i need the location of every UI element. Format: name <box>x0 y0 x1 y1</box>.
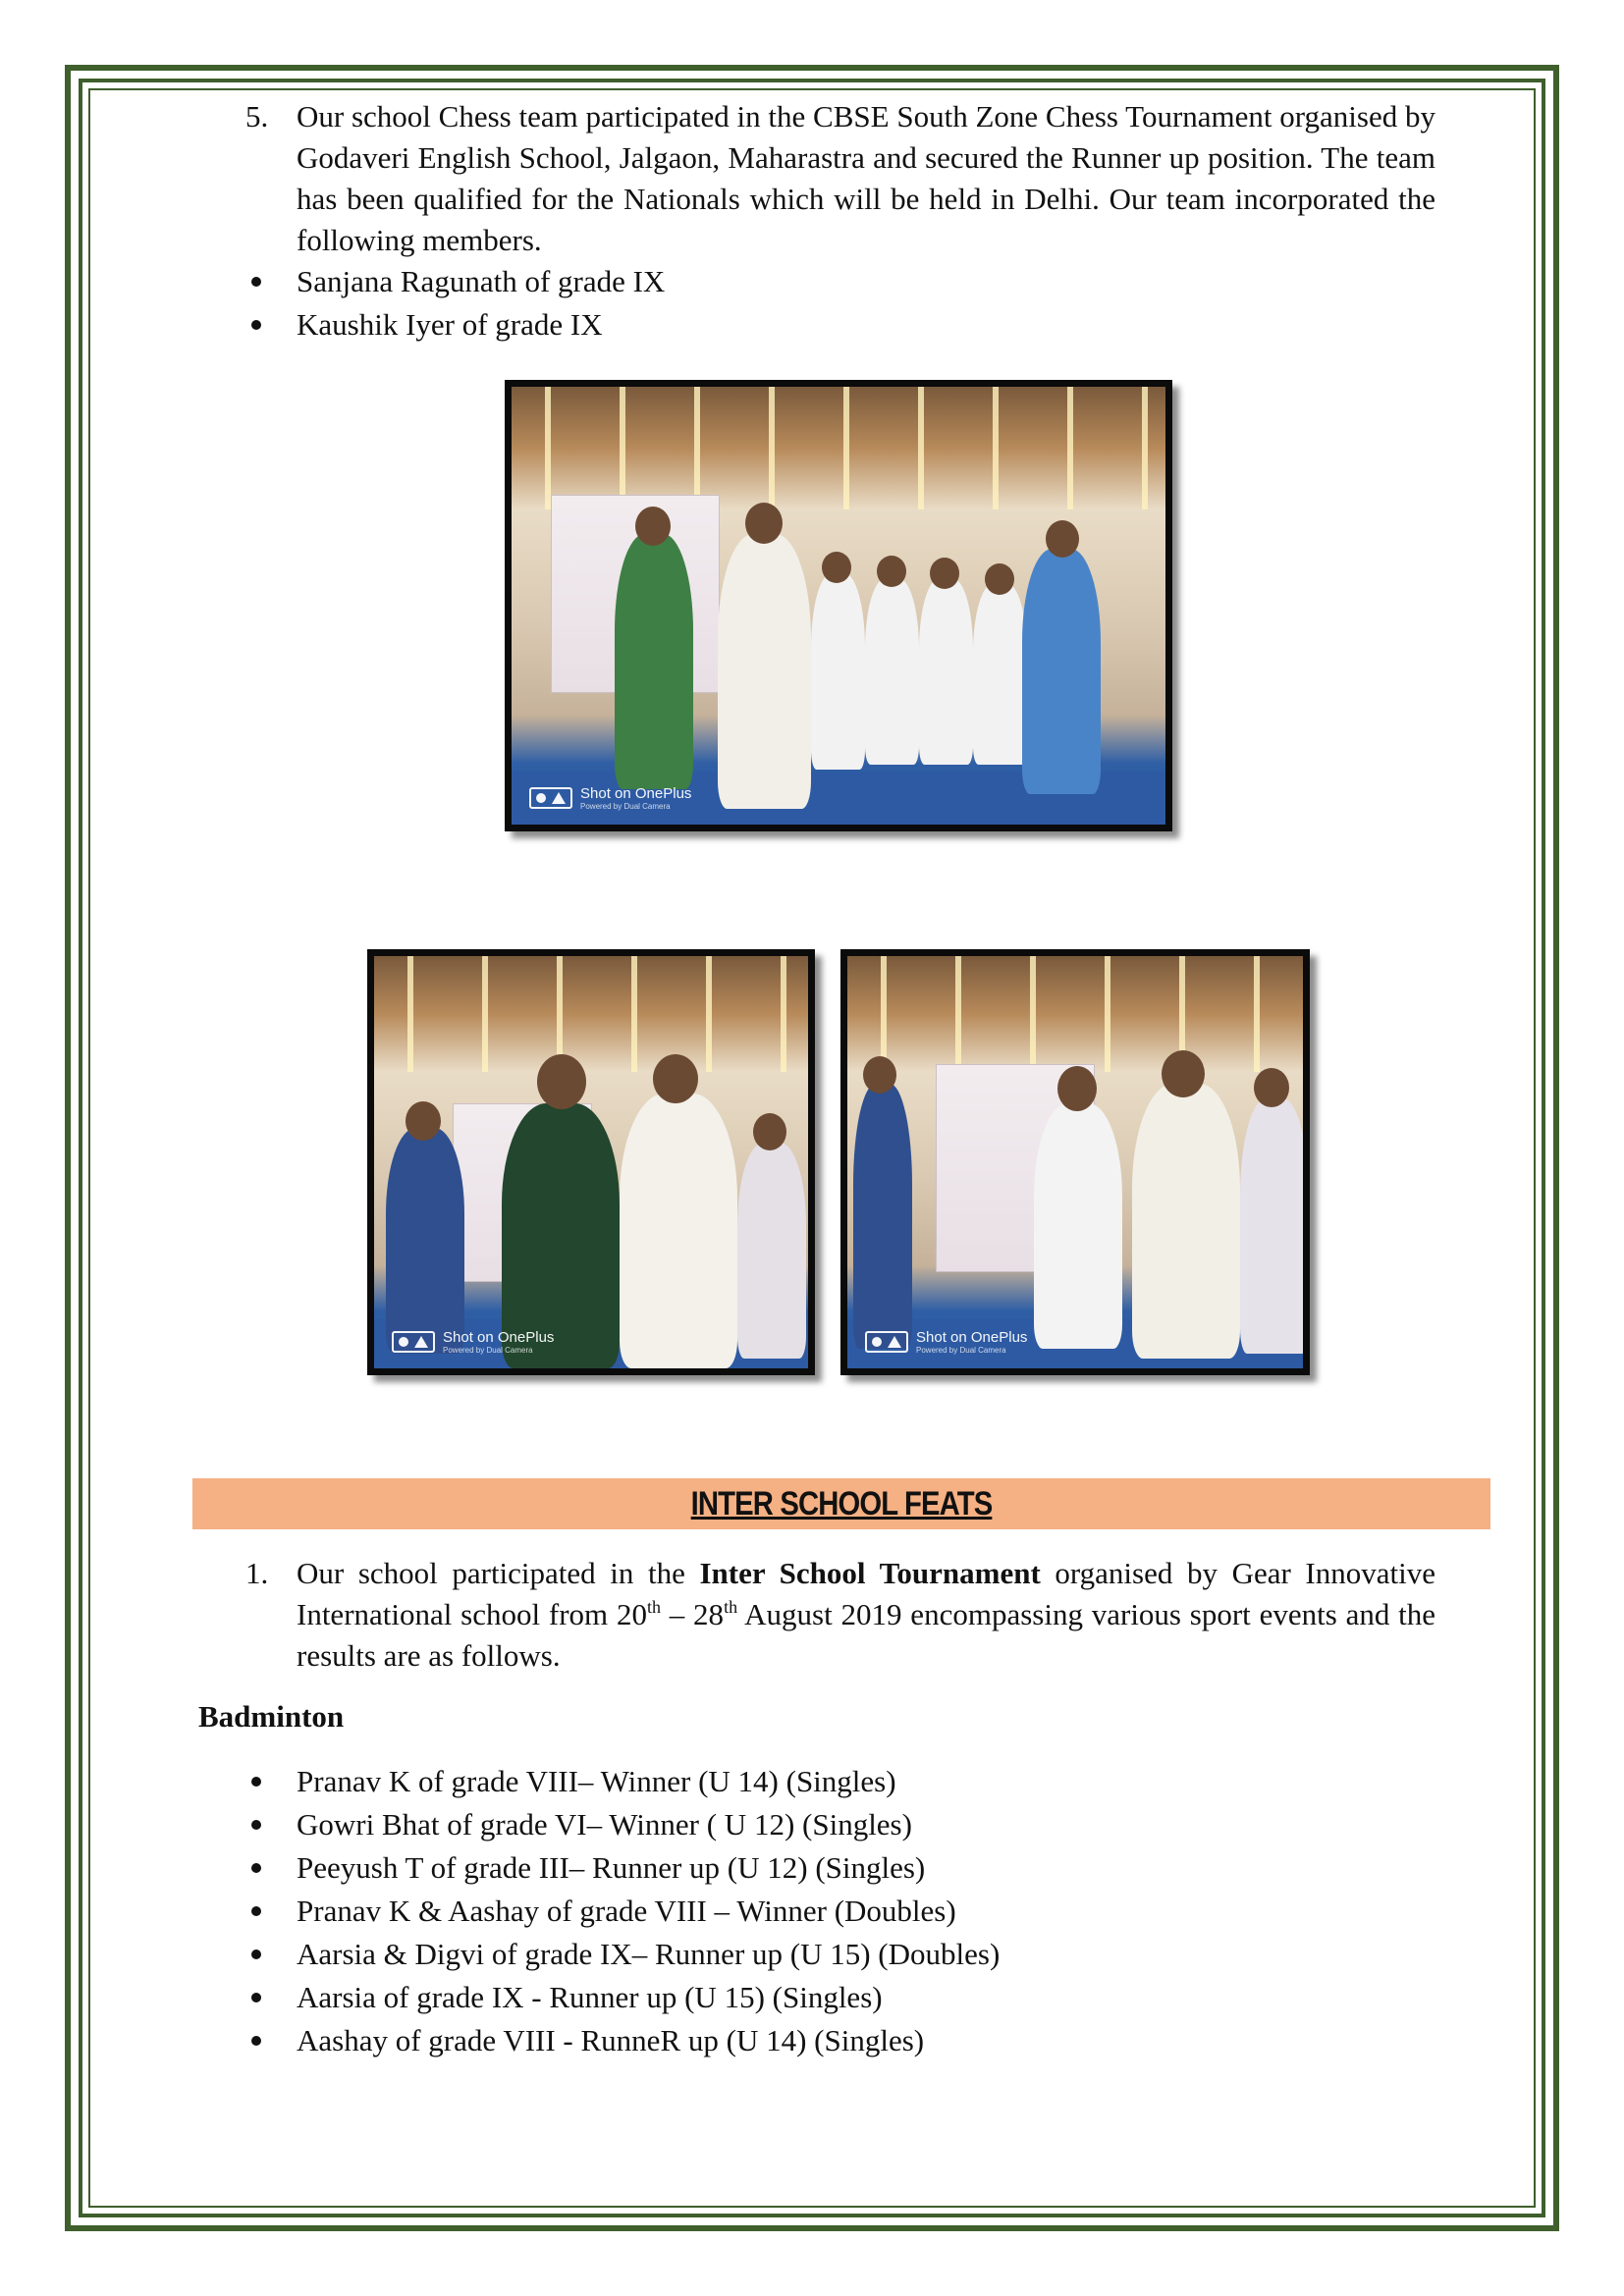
person <box>737 1143 806 1359</box>
watermark-text: Shot on OnePlus <box>580 785 692 802</box>
chess-medal-photo-girl <box>840 949 1310 1375</box>
person <box>1022 549 1101 794</box>
person <box>919 578 973 765</box>
bullet-icon <box>251 1993 261 2002</box>
watermark-text: Shot on OnePlus <box>443 1329 555 1346</box>
watermark-text: Shot on OnePlus <box>916 1329 1028 1346</box>
paragraph-text: organised by Gear Innovative International school from 20 <box>297 1556 1435 1631</box>
person <box>1034 1103 1122 1349</box>
watermark-subtext: Powered by Dual Camera <box>443 1346 533 1355</box>
ceiling-lights <box>847 956 1303 1072</box>
camera-icon <box>529 787 572 809</box>
person-head <box>653 1054 698 1103</box>
person <box>865 578 919 765</box>
section-title: INTER SCHOOL FEATS <box>690 1485 993 1522</box>
watermark-subtext: Powered by Dual Camera <box>580 802 671 811</box>
bullet-icon <box>251 277 261 287</box>
superscript: th <box>646 1597 661 1617</box>
badminton-result-text: Pranav K & Aashay of grade VIII – Winner (Doubles) <box>297 1894 956 1928</box>
bullet-icon <box>251 1820 261 1830</box>
person-head <box>1046 520 1079 558</box>
photo-watermark <box>392 1329 554 1355</box>
chess-team-photo <box>505 380 1172 831</box>
ceiling-lights <box>374 956 808 1072</box>
person <box>620 1094 737 1368</box>
person-head <box>537 1054 586 1109</box>
badminton-result-text: Aarsia & Digvi of grade IX– Runner up (U 15) (Doubles) <box>297 1937 1001 1971</box>
watermark-subtext: Powered by Dual Camera <box>916 1346 1006 1355</box>
bullet-icon <box>251 2036 261 2046</box>
badminton-result-text: Aarsia of grade IX - Runner up (U 15) (Singles) <box>297 1980 883 2014</box>
person-head <box>1057 1066 1097 1111</box>
inter-school-paragraph <box>297 1553 1435 1677</box>
section-header-bar <box>192 1478 1490 1529</box>
bullet-icon <box>251 1863 261 1873</box>
inter-school-item-number: 1. <box>245 1556 269 1590</box>
person-head <box>822 552 851 583</box>
ceiling-lights <box>512 387 1165 509</box>
photo-watermark <box>529 785 691 811</box>
badminton-result-text: Aashay of grade VIII - RunneR up (U 14) (Singles) <box>297 2023 925 2057</box>
person <box>1240 1098 1309 1354</box>
superscript: th <box>724 1597 738 1617</box>
badminton-result-text: Gowri Bhat of grade VI– Winner ( U 12) (Singles) <box>297 1807 912 1842</box>
tournament-name: Inter School Tournament <box>699 1556 1041 1590</box>
photo-watermark <box>865 1329 1027 1355</box>
badminton-result-text: Peeyush T of grade III– Runner up (U 12) (Singles) <box>297 1850 926 1885</box>
person-head <box>745 503 783 544</box>
camera-icon <box>865 1331 908 1353</box>
bullet-icon <box>251 1777 261 1787</box>
person <box>386 1128 464 1354</box>
person-head <box>1254 1068 1289 1107</box>
person-head <box>1162 1050 1205 1097</box>
person <box>718 534 811 809</box>
person-head <box>635 507 671 546</box>
person-head <box>753 1113 786 1150</box>
person-head <box>985 563 1014 595</box>
chess-medal-photo-boy <box>367 949 815 1375</box>
badminton-result-text: Pranav K of grade VIII– Winner (U 14) (Singles) <box>297 1764 896 1798</box>
person <box>853 1084 912 1349</box>
paragraph-text: Our school participated in the <box>297 1556 700 1590</box>
person <box>615 534 693 789</box>
paragraph-text: August 2019 encompassing various sport events and the results are as follows. <box>297 1597 1435 1673</box>
bullet-icon <box>251 1949 261 1959</box>
chess-item-number: 5. <box>245 99 269 133</box>
paragraph-text: – 28 <box>660 1597 725 1631</box>
bullet-icon <box>251 1906 261 1916</box>
person-head <box>930 558 959 589</box>
person-head <box>863 1056 896 1094</box>
chess-paragraph: Our school Chess team participated in the CBSE South Zone Chess Tournament organised by Godaveri English School, Jalgaon, Maharastra and secured the Runner up position. The team has been qualified for the Nationals which will be held in Delhi. Our team incorporated the following members. <box>297 99 1435 257</box>
person <box>1132 1084 1240 1359</box>
chess-member-text: Kaushik Iyer of grade IX <box>297 307 603 342</box>
person-head <box>406 1101 441 1141</box>
person <box>973 583 1027 765</box>
chess-member-text: Sanjana Ragunath of grade IX <box>297 264 666 298</box>
badminton-heading: Badminton <box>198 1699 345 1734</box>
person-head <box>877 556 906 587</box>
person <box>811 573 865 770</box>
bullet-icon <box>251 320 261 330</box>
camera-icon <box>392 1331 435 1353</box>
